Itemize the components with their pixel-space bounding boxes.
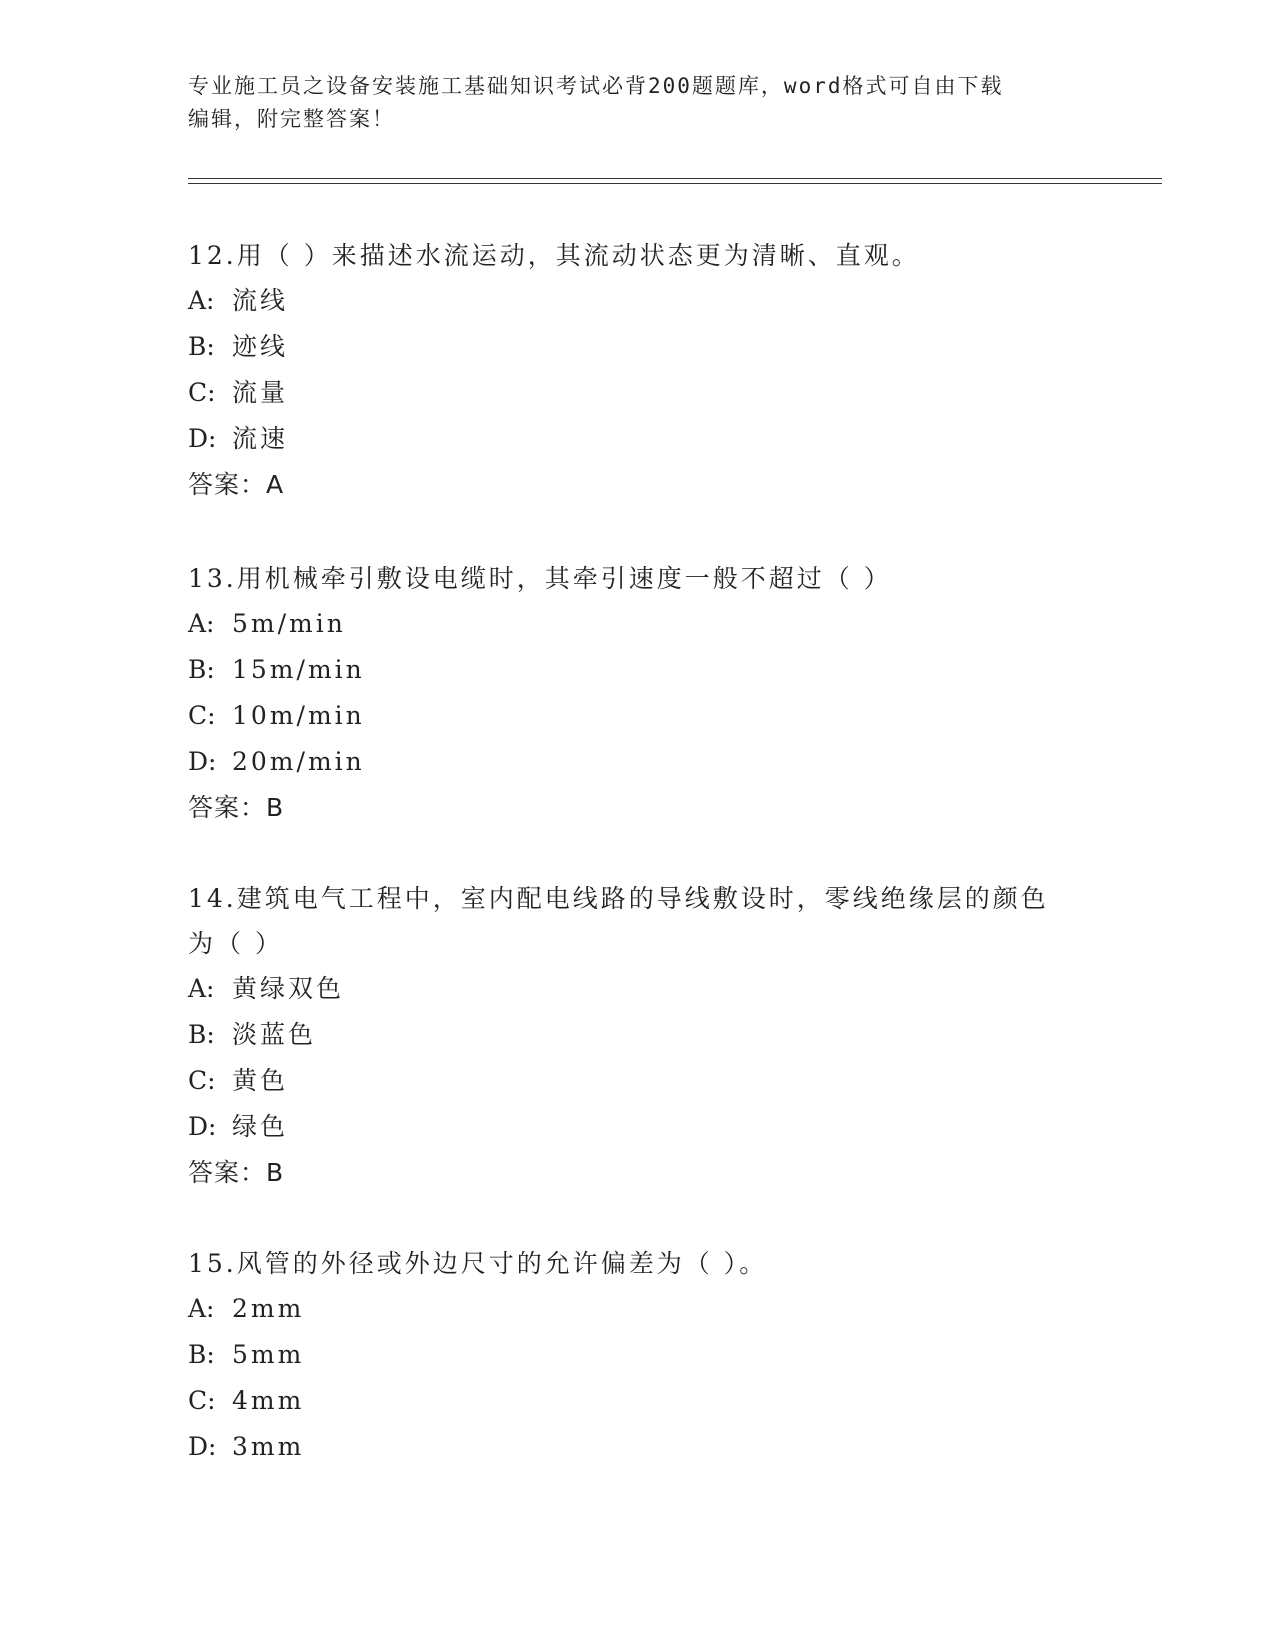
option-b: [188, 324, 1088, 370]
answer-value: B: [266, 793, 284, 822]
option-text: 迹线: [232, 332, 289, 361]
option-text: 15m/min: [232, 655, 365, 684]
option-text: 20m/min: [232, 747, 365, 776]
option-text: 10m/min: [232, 701, 365, 730]
option-letter: B:: [188, 1020, 215, 1049]
option-c: [188, 693, 1088, 739]
question-stem: 13.用机械牵引敷设电缆时，其牵引速度一般不超过（ ）: [188, 564, 892, 593]
option-text: 绿色: [232, 1112, 289, 1141]
option-c: [188, 1058, 1088, 1104]
option-letter: B:: [188, 655, 215, 684]
option-letter: C:: [188, 701, 216, 730]
option-c: [188, 1378, 1088, 1424]
option-text: 2mm: [232, 1294, 305, 1323]
answer-label: 答案：: [188, 793, 267, 822]
option-a: [188, 278, 1088, 324]
answer-label: 答案：: [188, 470, 267, 499]
option-d: [188, 1424, 1088, 1470]
answer-line: [188, 1150, 1088, 1196]
answer-value: A: [266, 470, 284, 499]
question-stem-line-1: 14.建筑电气工程中，室内配电线路的导线敷设时，零线绝缘层的颜色: [188, 884, 1049, 913]
option-text: 5m/min: [232, 609, 346, 638]
option-letter: A:: [188, 1294, 215, 1323]
option-letter: B:: [188, 332, 215, 361]
option-letter: C:: [188, 1386, 216, 1415]
header-line-1: 专业施工员之设备安装施工基础知识考试必背200题题库，word格式可自由下载: [188, 74, 1004, 98]
option-letter: D:: [188, 747, 217, 776]
option-text: 5mm: [232, 1340, 305, 1369]
option-text: 3mm: [232, 1432, 305, 1461]
question-15: [188, 1241, 1088, 1470]
option-letter: D:: [188, 1112, 217, 1141]
option-d: [188, 416, 1088, 462]
option-c: [188, 370, 1088, 416]
option-a: [188, 601, 1088, 647]
option-text: 流量: [232, 378, 289, 407]
option-b: [188, 1012, 1088, 1058]
option-letter: D:: [188, 424, 217, 453]
header-line-2: 编辑，附完整答案！: [188, 107, 395, 131]
option-a: [188, 966, 1088, 1012]
option-text: 流线: [232, 286, 289, 315]
answer-line: [188, 785, 1088, 831]
header-divider-top: [188, 178, 1162, 179]
option-b: [188, 647, 1088, 693]
option-letter: C:: [188, 1066, 216, 1095]
option-letter: A:: [188, 974, 215, 1003]
question-12: [188, 233, 1088, 508]
option-b: [188, 1332, 1088, 1378]
option-a: [188, 1286, 1088, 1332]
question-stem: 15.风管的外径或外边尺寸的允许偏差为（ ）。: [188, 1249, 768, 1278]
option-text: 4mm: [232, 1386, 305, 1415]
header-divider-bottom: [188, 183, 1162, 184]
answer-line: [188, 462, 1088, 508]
option-text: 黄绿双色: [232, 974, 345, 1003]
option-text: 流速: [232, 424, 289, 453]
option-letter: D:: [188, 1432, 217, 1461]
question-13: [188, 556, 1088, 831]
option-text: 黄色: [232, 1066, 289, 1095]
option-letter: A:: [188, 609, 215, 638]
option-text: 淡蓝色: [232, 1020, 317, 1049]
option-letter: A:: [188, 286, 215, 315]
question-stem: 12.用（ ）来描述水流运动，其流动状态更为清晰、直观。: [188, 241, 920, 270]
answer-value: B: [266, 1158, 284, 1187]
option-letter: B:: [188, 1340, 215, 1369]
option-letter: C:: [188, 378, 216, 407]
answer-label: 答案：: [188, 1158, 267, 1187]
document-header: [188, 70, 1088, 136]
option-d: [188, 739, 1088, 785]
option-d: [188, 1104, 1088, 1150]
question-stem-line-2: 为（ ）: [188, 929, 283, 958]
question-14: [188, 876, 1088, 1196]
